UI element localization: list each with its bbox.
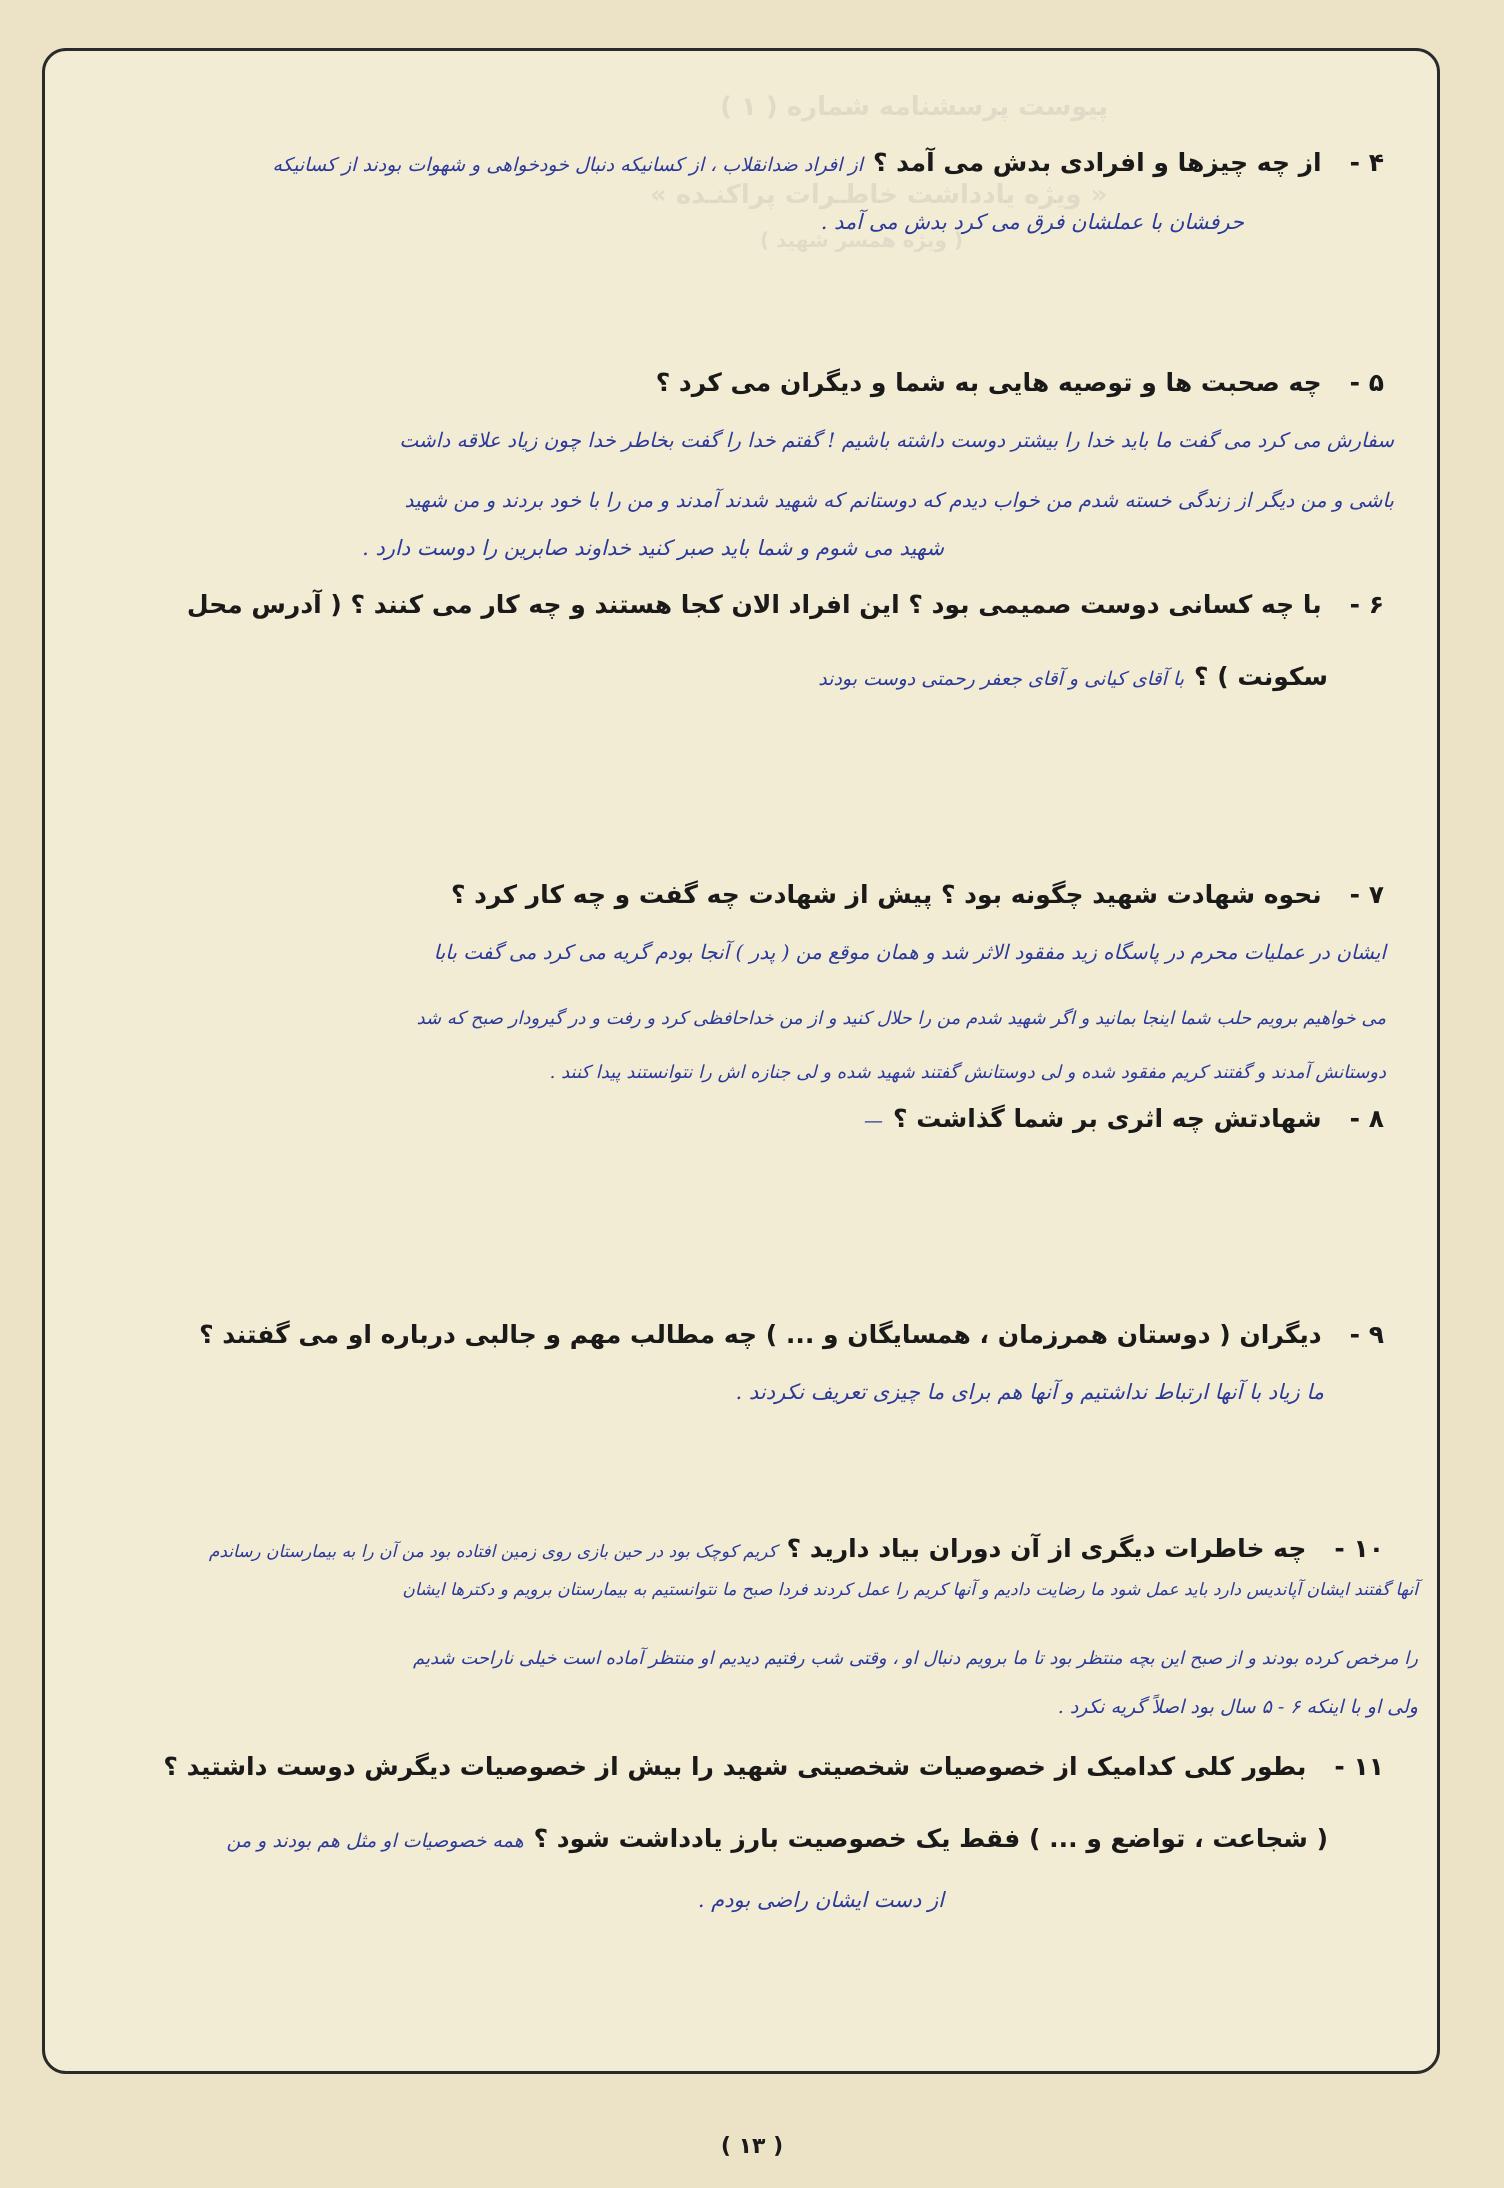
question-text: دیگران ( دوستان همرزمان ، همسایگان و ... ) چه مطالب مهم و جالبی درباره او می گفتند ؟ bbox=[199, 1320, 1322, 1349]
question-text: با چه کسانی دوست صمیمی بود ؟ این افراد الان کجا هستند و چه کار می کنند ؟ ( آدرس محل bbox=[186, 590, 1322, 619]
bleed-through-line3: ( ویژه همسر شهید ) bbox=[760, 228, 963, 252]
question-number: ۷ - bbox=[1349, 880, 1384, 909]
handwritten-answer: همه خصوصیات او مثل هم بودند و من bbox=[226, 1830, 524, 1852]
question-text: بطور کلی کدامیک از خصوصیات شخصیتی شهید را بیش از خصوصیات دیگرش دوست داشتید ؟ bbox=[163, 1752, 1307, 1781]
answer-line: آنها گفتند ایشان آپاندیس دارد باید عمل شود ما رضایت دادیم و آنها کریم را عمل کردند فردا صبح ما نتوانستیم به بیمارستان برویم و دکترها ایشان bbox=[402, 1580, 1418, 1600]
question-5 bbox=[656, 368, 1384, 398]
question-text: چه صحبت ها و توصیه هایی به شما و دیگران می کرد ؟ bbox=[655, 368, 1322, 397]
answer-line: حرفشان با عملشان فرق می کرد بدش می آمد . bbox=[820, 210, 1244, 234]
question-6-continuation bbox=[818, 662, 1328, 692]
answer-line: ولی او با اینکه ۶ - ۵ سال بود اصلاً گریه نکرد . bbox=[1057, 1696, 1418, 1718]
question-11-continuation bbox=[226, 1824, 1328, 1854]
question-text: از چه چیزها و افرادی بدش می آمد ؟ bbox=[872, 148, 1322, 177]
question-10 bbox=[209, 1534, 1384, 1564]
answer-line: دوستانش آمدند و گفتند کریم مفقود شده و لی دوستانش گفتند شهید شده و لی جنازه اش را نتوانستند پیدا کنند . bbox=[549, 1062, 1386, 1083]
answer-line: می خواهیم برویم حلب شما اینجا بمانید و اگر شهید شدم من را حلال کنید و از من خداحافظی کرد و رفت و در گیرودار صبح که شد bbox=[416, 1008, 1386, 1029]
answer-line: سفارش می کرد می گفت ما باید خدا را بیشتر دوست داشته باشیم ! گفتم خدا را گفت بخاطر خدا چون زیاد علاقه داشت bbox=[399, 428, 1394, 452]
bleed-through-title: پیوست پرسشنامه شماره ( ۱ ) bbox=[720, 92, 1108, 122]
handwritten-answer: — bbox=[864, 1110, 883, 1132]
question-number: ۸ - bbox=[1349, 1104, 1384, 1133]
question-number: ۵ - bbox=[1349, 368, 1384, 397]
question-number: ۴ - bbox=[1349, 148, 1384, 177]
question-6 bbox=[187, 590, 1384, 620]
question-number: ۱۰ - bbox=[1334, 1534, 1384, 1563]
answer-line: شهید می شوم و شما باید صبر کنید خداوند صابرین را دوست دارد . bbox=[362, 536, 944, 560]
question-4 bbox=[272, 148, 1384, 178]
answer-line: ما زیاد با آنها ارتباط نداشتیم و آنها هم برای ما چیزی تعریف نکردند . bbox=[735, 1380, 1324, 1404]
question-11 bbox=[163, 1752, 1384, 1782]
page-number: ( ۱۳ ) bbox=[720, 2134, 784, 2159]
answer-line: ایشان در عملیات محرم در پاسگاه زید مفقود الاثر شد و همان موقع من ( پدر ) آنجا بودم گریه می کرد می گفت بابا bbox=[433, 940, 1386, 964]
handwritten-answer: از افراد ضدانقلاب ، از کسانیکه دنبال خودخواهی و شهوات بودند از کسانیکه bbox=[272, 154, 863, 176]
question-number: ۹ - bbox=[1349, 1320, 1384, 1349]
answer-line: را مرخص کرده بودند و از صبح این بچه منتظر بود تا ما برویم دنبال او ، وقتی شب رفتیم دیدیم او منتظر آماده است خیلی ناراحت شدیم bbox=[412, 1648, 1418, 1669]
question-text-continuation: سکونت ) ؟ bbox=[1194, 662, 1328, 691]
answer-line: باشی و من دیگر از زندگی خسته شدم من خواب دیدم که دوستانم که شهید شدند آمدند و من را با خود بردند و من شهید bbox=[404, 488, 1394, 512]
question-text-continuation: ( شجاعت ، تواضع و ... ) فقط یک خصوصیت بارز یادداشت شود ؟ bbox=[533, 1824, 1328, 1853]
question-text: چه خاطرات دیگری از آن دوران بیاد دارید ؟ bbox=[786, 1534, 1307, 1563]
bleed-through-subtitle: « ویژه یادداشت خاطـرات پراکنـده » bbox=[650, 180, 1108, 210]
handwritten-answer: با آقای کیانی و آقای جعفر رحمتی دوست بودند bbox=[818, 668, 1185, 690]
answer-line: از دست ایشان راضی بودم . bbox=[697, 1888, 944, 1912]
handwritten-answer: کریم کوچک بود در حین بازی روی زمین افتاده بود من آن را به بیمارستان رساندم bbox=[208, 1542, 777, 1562]
question-7 bbox=[451, 880, 1384, 910]
question-9 bbox=[199, 1320, 1384, 1350]
question-8 bbox=[864, 1104, 1384, 1134]
question-text: شهادتش چه اثری بر شما گذاشت ؟ bbox=[893, 1104, 1322, 1133]
question-text: نحوه شهادت شهید چگونه بود ؟ پیش از شهادت چه گفت و چه کار کرد ؟ bbox=[450, 880, 1322, 909]
question-number: ۶ - bbox=[1349, 590, 1384, 619]
question-number: ۱۱ - bbox=[1334, 1752, 1384, 1781]
